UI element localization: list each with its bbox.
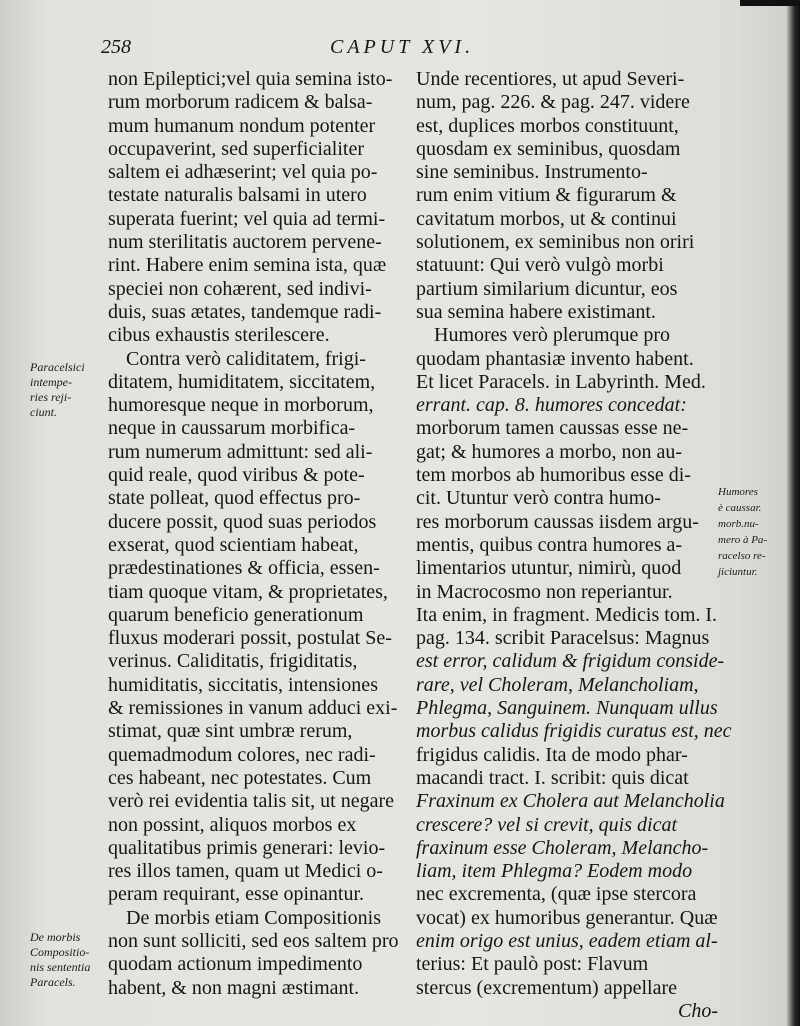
text-line: verinus. Caliditatis, frigiditatis, xyxy=(108,650,358,673)
text-line: res morborum caussas iisdem argu- xyxy=(416,510,699,533)
margin-note-line: jiciuntur. xyxy=(718,566,758,578)
text-line: tem morbos ab humoribus esse di- xyxy=(416,464,691,487)
text-line: est, duplices morbos constituunt, xyxy=(416,114,679,137)
margin-note-line: Compositio- xyxy=(30,945,90,959)
text-line: mentis, quibus contra humores a- xyxy=(416,533,683,556)
text-line: est error, calidum & frigidum conside- xyxy=(416,650,725,673)
text-line: quodam actionum impedimento xyxy=(108,953,363,976)
text-line: pag. 134. scribit Paracelsus: Magnus xyxy=(416,627,710,650)
text-line: cavitatum morbos, ut & continui xyxy=(416,207,677,230)
text-line: statuunt: Qui verò vulgò morbi xyxy=(416,254,664,277)
text-line: sua semina habere existimant. xyxy=(416,300,656,323)
text-line: Ita enim, in fragment. Medicis tom. I. xyxy=(416,603,718,626)
text-line: & remissiones in vanum adduci exi- xyxy=(108,697,398,720)
text-line: testate naturalis balsami in utero xyxy=(108,184,367,207)
margin-note-line: nis sententia xyxy=(30,960,91,974)
text-line: non possint, aliquos morbos ex xyxy=(108,813,357,836)
text-line: rum enim vitium & figurarum & xyxy=(416,184,677,207)
text-line: non Epileptici;vel quia semina isto- xyxy=(108,68,393,90)
text-line: rare, vel Choleram, Melancholiam, xyxy=(416,673,699,696)
text-line: prædestinationes & officia, essen- xyxy=(108,557,380,580)
text-line: non sunt solliciti, sed eos saltem pro xyxy=(108,929,399,952)
margin-note-line: è caussar. xyxy=(718,502,762,514)
text-line: mum humanum nondum potenter xyxy=(108,114,376,137)
text-line: occupaverint, sed superficialiter xyxy=(108,137,364,160)
text-line: neque in caussarum morbifica- xyxy=(108,417,356,440)
text-line: sine seminibus. Instrumento- xyxy=(416,161,648,184)
margin-note-line: Humores xyxy=(718,486,758,498)
text-line: Humores verò plerumque pro xyxy=(434,324,671,347)
text-line: Unde recentiores, ut apud Severi- xyxy=(416,68,685,90)
text-line: partium similarium dicuntur, eos xyxy=(416,277,678,300)
text-line: morborum tamen caussas esse ne- xyxy=(416,417,689,440)
text-line: superata fuerint; vel quia ad termi- xyxy=(108,207,386,230)
text-line: quarum beneficio generationum xyxy=(108,603,364,626)
text-line: fluxus moderari possit, postulat Se- xyxy=(108,627,392,650)
catchword: Cho- xyxy=(678,999,718,1022)
text-line: num sterilitatis auctorem pervene- xyxy=(108,231,382,254)
text-line: ces habeant, nec potestates. Cum xyxy=(108,766,372,789)
text-line: quemadmodum colores, nec radi- xyxy=(108,743,376,766)
margin-note-line: ries reji- xyxy=(30,390,72,404)
text-line: duis, suas ætates, tandemque radi- xyxy=(108,300,382,323)
running-head: CAPUT XVI. xyxy=(330,36,475,58)
text-line: res illos tamen, quam ut Medici o- xyxy=(108,860,383,883)
text-line: cibus exhaustis sterilescere. xyxy=(108,324,330,347)
left-column xyxy=(108,68,408,1000)
margin-note-line: intempe- xyxy=(30,375,72,389)
text-line: humoresque neque in morborum, xyxy=(108,394,374,417)
text-line: frigidus calidis. Ita de modo phar- xyxy=(416,743,688,766)
text-line: verò rei evidentia talis sit, ut negare xyxy=(108,790,395,813)
text-line: habent, & non magni æstimant. xyxy=(108,976,360,999)
text-line: rum morborum radicem & balsa- xyxy=(108,91,373,114)
page-edge-shadow xyxy=(786,0,800,1026)
text-line: ducere possit, quod suas periodos xyxy=(108,510,377,533)
text-line: stercus (excrementum) appellare xyxy=(416,976,677,999)
text-line: qualitatibus primis generari: levio- xyxy=(108,836,386,859)
margin-note-line: mero à Pa- xyxy=(718,534,768,546)
text-line: peram requirant, esse opinantur. xyxy=(108,883,365,906)
margin-note-line: racelso re- xyxy=(718,550,766,562)
text-line: morbus calidus frigidis curatus est, nec xyxy=(416,720,732,743)
page-number: 258 xyxy=(101,36,131,58)
text-line: quosdam ex seminibus, quosdam xyxy=(416,137,681,160)
margin-note-line: morb.nu- xyxy=(718,518,759,530)
margin-note-humores xyxy=(718,484,767,580)
page-header xyxy=(0,36,800,66)
text-line: quid reale, quod viribus & pote- xyxy=(108,464,365,487)
page-corner-shadow xyxy=(740,0,800,6)
text-line: exserat, quod scientiam habeat, xyxy=(108,533,359,556)
text-line: solutionem, ex seminibus non oriri xyxy=(416,231,695,254)
text-line: macandi tract. I. scribit: quis dicat xyxy=(416,766,689,789)
text-line: liam, item Phlegma? Eodem modo xyxy=(416,860,693,883)
text-line: stimat, quæ sint umbræ rerum, xyxy=(108,720,353,743)
text-line: Fraxinum ex Cholera aut Melancholia xyxy=(416,790,725,813)
text-line: num, pag. 226. & pag. 247. videre xyxy=(416,91,690,114)
text-line: tiam quoque vitam, & proprietates, xyxy=(108,580,388,603)
text-line: humiditatis, siccitatis, intensiones xyxy=(108,673,378,696)
margin-note-line: De morbis xyxy=(30,930,81,944)
text-line: state polleat, quod effectus pro- xyxy=(108,487,361,510)
text-line: terius: Et paulò post: Flavum xyxy=(416,953,649,976)
text-line: enim origo est unius, eadem etiam al- xyxy=(416,929,718,952)
margin-note-paracelsici xyxy=(30,360,85,420)
margin-note-line: ciunt. xyxy=(30,405,57,419)
text-line: quodam phantasiæ invento habent. xyxy=(416,347,694,370)
text-line: rint. Habere enim semina ista, quæ xyxy=(108,254,387,277)
text-line: in Macrocosmo non reperiantur. xyxy=(416,580,673,603)
text-line: errant. cap. 8. humores concedat: xyxy=(416,394,687,417)
text-line: nec excrementa, (quæ ipse stercora xyxy=(416,883,697,906)
text-line: Et licet Paracels. in Labyrinth. Med. xyxy=(416,370,706,393)
text-line: De morbis etiam Compositionis xyxy=(126,906,381,929)
text-line: rum numerum admittunt: sed ali- xyxy=(108,440,373,463)
text-line: Phlegma, Sanguinem. Nunquam ullus xyxy=(416,697,718,720)
margin-note-line: Paracelsici xyxy=(30,360,85,374)
text-line: fraxinum esse Choleram, Melancho- xyxy=(416,836,709,859)
text-line: gat; & humores a morbo, non au- xyxy=(416,440,683,463)
text-line: limentarios utuntur, nimirù, quod xyxy=(416,557,682,580)
text-line: Contra verò caliditatem, frigi- xyxy=(126,347,366,370)
text-line: speciei non cohærent, sed indivi- xyxy=(108,277,372,300)
margin-note-line: Paracels. xyxy=(30,975,76,989)
text-line: vocat) ex humoribus generantur. Quæ xyxy=(416,906,718,929)
margin-note-de-morbis xyxy=(30,930,90,990)
right-column xyxy=(416,68,732,1023)
text-line: cit. Utuntur verò contra humo- xyxy=(416,487,661,510)
text-line: crescere? vel si crevit, quis dicat xyxy=(416,813,678,836)
text-line: saltem ei adhæserint; vel quia po- xyxy=(108,161,378,184)
text-line: ditatem, humiditatem, siccitatem, xyxy=(108,370,376,393)
